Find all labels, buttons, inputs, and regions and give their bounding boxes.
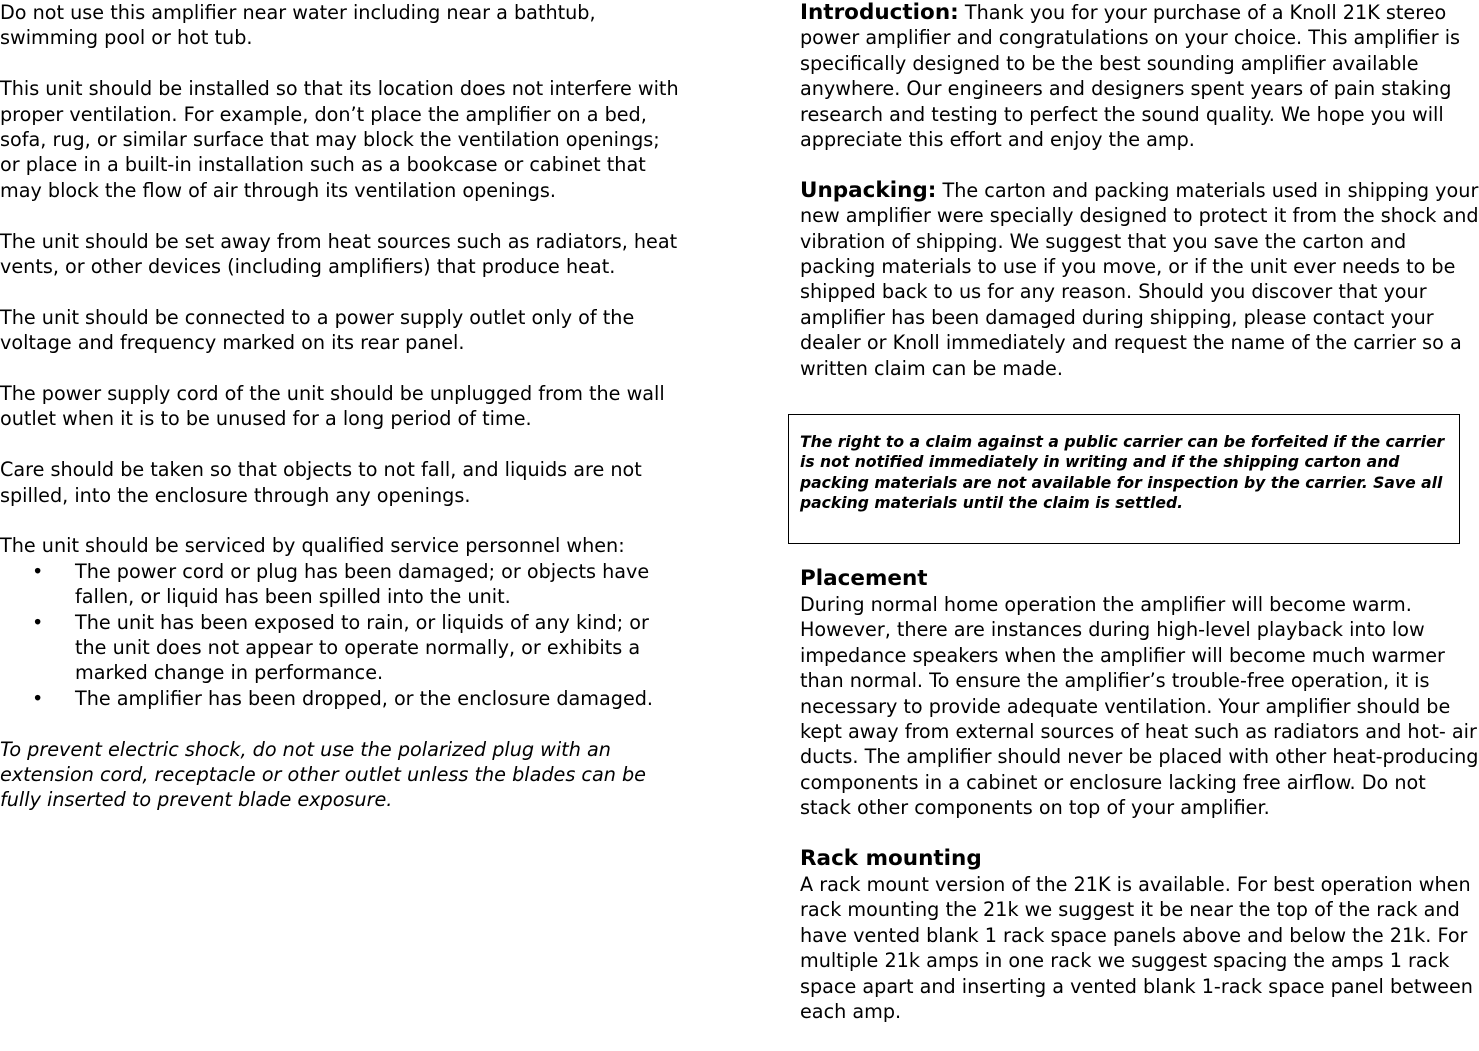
rack-mounting-body: A rack mount version of the 21K is available. For best operation when rack mounting the 21k we suggest it be near the top of the rack and have vented blank 1 rack space panels above and below the 21k. For multiple 21k amps in one rack we suggest spacing the amps 1 rack space apart and inserting a vented blank 1-rack space panel between each amp. (800, 873, 1473, 1024)
safety-water-paragraph: Do not use this amplifier near water including near a bathtub, swimming pool or hot tub. (0, 1, 596, 50)
unpacking-paragraph (800, 178, 1479, 381)
placement-heading: Placement (800, 566, 928, 591)
rack-mounting-heading: Rack mounting (800, 846, 982, 872)
list-item-text: The power cord or plug has been damaged; or objects have fallen, or liquid has been spilled into the unit. (75, 559, 650, 609)
unpacking-body: The carton and packing materials used in shipping your new amplifier were specially designed to protect it from the shock and vibration of shipping. We suggest that you save the carton and packing materials to use if you move, or if the unit ever needs to be shipped back to us for any reason. Should you discover that your amplifier has been damaged during shipping, please contact your dealer or Knoll immediately and request the name of the carrier so a written claim can be made. (800, 178, 1479, 380)
placement-body: During normal home operation the amplifier will become warm. However, there are instances during high-level playback into low impedance speakers when the amplifier will become much warmer than normal. To ensure the amplifier’s trouble-free operation, it is necessary to provide adequate ventilation. Your amplifier should be kept away from external sources of heat such as radiators and hot- air ducts. The amplifier should never be placed with other heat-producing components in a cabinet or enclosure lacking free airflow. Do not stack other components on top of your amplifier. (800, 593, 1479, 820)
electric-shock-warning: To prevent electric shock, do not use the polarized plug with an extension cord, receptacle or other outlet unless the blades can be fully inserted to prevent blade exposure. (0, 737, 646, 812)
safety-ventilation-paragraph: This unit should be installed so that its location does not interfere with proper ventilation. For example, don’t place the amplifier on a bed, sofa, rug, or similar surface that may block the ventilation openings; or place in a built-in installation such as a bookcase or cabinet that may block the flow of air through its ventilation openings. (0, 77, 679, 202)
introduction-paragraph (800, 0, 1479, 152)
service-conditions-list (0, 559, 685, 711)
safety-power-supply-paragraph: The unit should be connected to a power supply outlet only of the voltage and frequency marked on its rear panel. (0, 305, 635, 355)
safety-liquids-paragraph: Care should be taken so that objects to not fall, and liquids are not spilled, into the enclosure through any openings. (0, 458, 642, 507)
carrier-claim-notice-text: The right to a claim against a public carrier can be forfeited if the carrier is not notified immediately in writing and if the shipping carton and packing materials are not available for inspection by the carrier. Save all packing materials until the claim is settled. (800, 433, 1445, 513)
unpacking-heading: Unpacking: (800, 177, 937, 203)
bullet-icon: • (32, 559, 44, 583)
list-item (0, 559, 685, 610)
safety-service-intro: The unit should be serviced by qualified service personnel when: (0, 534, 625, 558)
list-item-text: The unit has been exposed to rain, or liquids of any kind; or the unit does not appear to operate normally, or exhibits a marked change in performance. (75, 610, 649, 685)
safety-unplug-paragraph: The power supply cord of the unit should be unplugged from the wall outlet when it is to be unused for a long period of time. (0, 382, 665, 431)
list-item (0, 686, 685, 711)
bullet-icon: • (32, 686, 44, 710)
placement-rack-section (800, 566, 1479, 1050)
list-item (0, 610, 685, 686)
introduction-body: Thank you for your purchase of a Knoll 21K stereo power amplifier and congratulations on your choice. This amplifier is specifically designed to be the best sounding amplifier available anywhere. Our engineers and designers spent years of pain staking research and testing to perfect the sound quality. We hope you will appreciate this effort and enjoy the amp. (800, 1, 1461, 152)
introduction-heading: Introduction: (800, 0, 959, 25)
list-item-text: The amplifier has been dropped, or the enclosure damaged. (75, 686, 654, 710)
safety-instructions-column (0, 0, 685, 838)
safety-heat-paragraph: The unit should be set away from heat sources such as radiators, heat vents, or other devices (including amplifiers) that produce heat. (0, 229, 678, 279)
carrier-claim-notice-box (788, 414, 1460, 544)
bullet-icon: • (32, 610, 44, 634)
manual-intro-column (800, 0, 1479, 406)
